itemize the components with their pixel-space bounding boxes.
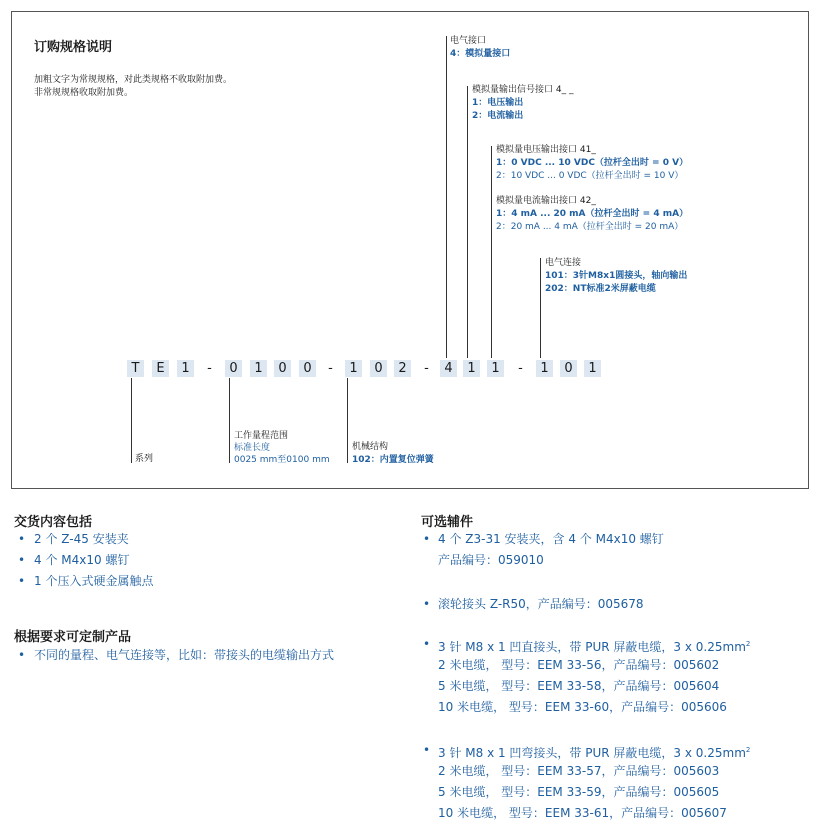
code-char: 1 — [584, 360, 601, 377]
voltage-out-option-2: 2：10 VDC ... 0 VDC（拉杆全出时 = 10 V） — [496, 171, 684, 181]
accessory-2-line-1: 滚轮接头 Z-R50，产品编号：005678 — [438, 597, 644, 611]
voltage-out-header: 模拟量电压输出接口 41_ — [496, 145, 596, 155]
custom-title: 根据要求可定制产品 — [14, 630, 132, 645]
bullet-icon: • — [423, 637, 431, 651]
bullet-icon: • — [423, 743, 431, 757]
voltage-out-option-1: 1：0 VDC ... 10 VDC（拉杆全出时 = 0 V） — [496, 158, 689, 168]
current-out-option-2: 2：20 mA ... 4 mA（拉杆全出时 = 20 mA） — [496, 222, 684, 232]
leader-line-elec-interface — [446, 36, 447, 358]
code-char: 1 — [250, 360, 267, 377]
note-line-1: 加粗文字为常规规格，对此类规格不收取附加费。 — [34, 75, 233, 85]
accessory-3-line-1 — [438, 636, 750, 655]
accessory-4-line-1 — [438, 742, 750, 761]
mech-option: 102：内置复位弹簧 — [352, 455, 434, 465]
leader-line-series — [131, 378, 132, 463]
code-separator: - — [518, 361, 523, 376]
code-char: 1 — [536, 360, 553, 377]
elec-conn-header: 电气连接 — [545, 258, 582, 268]
analog-signal-option-1: 1：电压输出 — [472, 98, 524, 108]
elec-conn-option-1: 101：3针M8x1圆接头，轴向输出 — [545, 271, 688, 281]
accessory-1-line-1: 4 个 Z3-31 安装夹，含 4 个 M4x10 螺钉 — [438, 532, 664, 546]
range-standard: 标准长度 — [234, 443, 271, 453]
elec-conn-option-2: 202：NT标准2米屏蔽电缆 — [545, 284, 656, 294]
order-title: 订购规格说明 — [34, 40, 113, 55]
code-char: 1 — [177, 360, 194, 377]
accessory-3-line-2: 2 米电缆， 型号：EEM 33-56，产品编号：005602 — [438, 658, 720, 672]
leader-line-range — [229, 378, 230, 463]
superscript: 2 — [745, 640, 751, 648]
code-char: 1 — [345, 360, 362, 377]
code-char: 1 — [487, 360, 504, 377]
current-out-option-1: 1：4 mA ... 20 mA（拉杆全出时 = 4 mA） — [496, 209, 689, 219]
leader-line-mech — [347, 378, 348, 463]
code-char: 2 — [394, 360, 411, 377]
code-char: 0 — [225, 360, 242, 377]
code-char: 4 — [440, 360, 457, 377]
accessory-3-line-1-text: 3 针 M8 x 1 凹直接头，带 PUR 屏蔽电缆，3 x 0.25mm — [438, 640, 746, 654]
bullet-icon: • — [18, 574, 26, 588]
code-char: E — [152, 360, 169, 377]
code-char: 0 — [560, 360, 577, 377]
mech-header: 机械结构 — [352, 442, 389, 452]
accessory-1-line-2: 产品编号：059010 — [438, 553, 544, 567]
accessory-4-line-4: 10 米电缆， 型号：EEM 33-61，产品编号：005607 — [438, 806, 727, 820]
superscript: 2 — [745, 746, 751, 754]
accessory-4-line-3: 5 米电缆， 型号：EEM 33-59，产品编号：005605 — [438, 785, 720, 799]
code-char: 0 — [299, 360, 316, 377]
code-separator: - — [207, 361, 212, 376]
accessory-4-line-1-text: 3 针 M8 x 1 凹弯接头，带 PUR 屏蔽电缆，3 x 0.25mm — [438, 746, 746, 760]
code-char: 0 — [274, 360, 291, 377]
current-out-header: 模拟量电流输出接口 42_ — [496, 196, 596, 206]
code-char: 0 — [370, 360, 387, 377]
bullet-icon: • — [423, 597, 431, 611]
accessory-3-line-3: 5 米电缆， 型号：EEM 33-58，产品编号：005604 — [438, 679, 720, 693]
code-separator: - — [328, 361, 333, 376]
leader-line-analog-signal — [467, 86, 468, 358]
elec-interface-header: 电气接口 — [450, 36, 487, 46]
accessories-title: 可选辅件 — [421, 515, 474, 530]
leader-line-elec-conn — [540, 258, 541, 358]
analog-signal-header: 模拟量输出信号接口 4_ _ — [472, 85, 574, 95]
bullet-icon: • — [18, 648, 26, 662]
bullet-icon: • — [18, 553, 26, 567]
elec-interface-option: 4：模拟量接口 — [450, 49, 511, 59]
range-value: 0025 mm至0100 mm — [234, 455, 330, 465]
code-char: 1 — [463, 360, 480, 377]
code-separator: - — [424, 361, 429, 376]
note-line-2: 非常规规格收取附加费。 — [34, 88, 134, 98]
custom-item: 不同的量程、电气连接等，比如：带接头的电缆输出方式 — [34, 648, 335, 662]
delivery-item: 4 个 M4x10 螺钉 — [34, 553, 130, 567]
accessory-3-line-4: 10 米电缆， 型号：EEM 33-60，产品编号：005606 — [438, 700, 727, 714]
bullet-icon: • — [18, 532, 26, 546]
range-header: 工作量程范围 — [234, 431, 289, 441]
bullet-icon: • — [423, 532, 431, 546]
leader-line-analog-output — [491, 146, 492, 358]
code-char: T — [127, 360, 144, 377]
delivery-title: 交货内容包括 — [14, 515, 93, 530]
series-label: 系列 — [135, 454, 154, 464]
delivery-item: 2 个 Z-45 安装夹 — [34, 532, 129, 546]
analog-signal-option-2: 2：电流输出 — [472, 111, 524, 121]
accessory-4-line-2: 2 米电缆， 型号：EEM 33-57，产品编号：005603 — [438, 764, 720, 778]
delivery-item: 1 个压入式硬金属触点 — [34, 574, 154, 588]
